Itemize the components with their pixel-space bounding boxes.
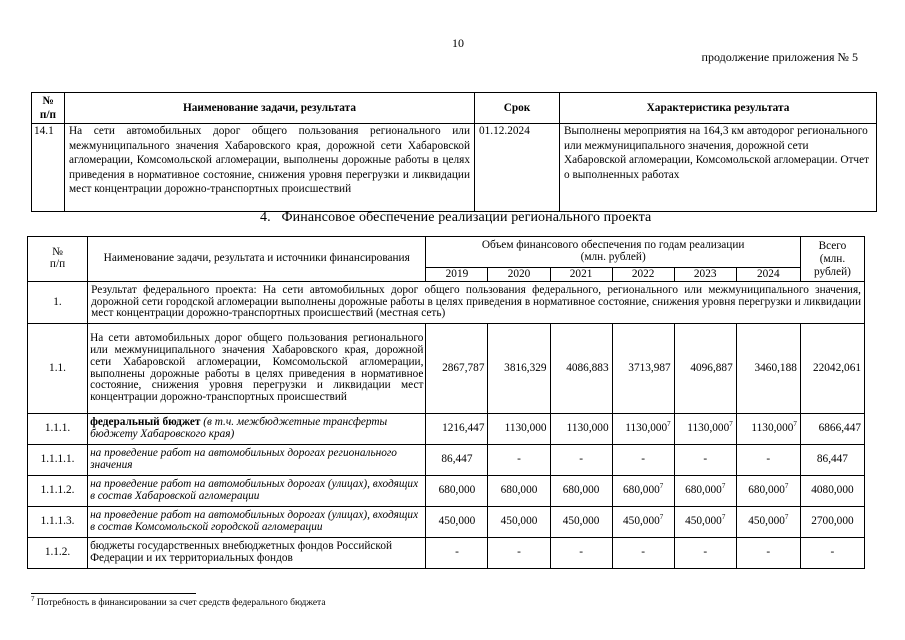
fin-value: 450,000$^7$ bbox=[612, 507, 674, 538]
fin-value: 680,000 bbox=[488, 476, 550, 507]
fin-value: 450,000 bbox=[488, 507, 550, 538]
fin-row-name-bold: федеральный бюджет bbox=[90, 416, 201, 429]
footnote-ref: 7 bbox=[729, 420, 733, 429]
fin-value: - bbox=[674, 538, 736, 569]
fin-num-header: № п/п bbox=[28, 237, 88, 282]
fin-value: 2867,787 bbox=[426, 324, 488, 414]
fin-row-num: 1.1.1.2. bbox=[28, 476, 88, 507]
fin-value: - bbox=[612, 538, 674, 569]
fin-total-header: Всего (млн. рублей) bbox=[800, 237, 864, 282]
section-title: 4. Финансовое обеспечение реализации регионального проекта bbox=[260, 210, 652, 225]
row-name: На сети автомобильных дорог общего пользования регионального или межмуниципального значения Хабаровского края, дорожной сети Хабаровской агломерации, Комсомольской агломерации, выполнены дорожные работы в целях приведения в нормативное состояние, снижения уровня перегрузки и ликвидации мест концентрации дорожно-транспортных происшествий bbox=[65, 124, 475, 212]
fin-row-name-italic: (в т.ч. межбюджетные трансферты бюджету Хабаровского края) bbox=[90, 416, 388, 440]
col-date-header: Срок bbox=[475, 93, 560, 124]
fin-total: 22042,061 bbox=[800, 324, 864, 414]
col-name-header: Наименование задачи, результата bbox=[65, 93, 475, 124]
fin-row-text: Результат федерального проекта: На сети автомобильных дорог общего пользования федерального, регионального или межмуниципального значения, дорожной сети городской агломерации выполнены дорожные работы в целях приведения в нормативное состояние, снижения уровня перегрузки и ликвидации мест концентрации дорожно-транспортных происшествий (местная сеть) bbox=[88, 282, 865, 324]
fin-value: 1130,000 bbox=[488, 414, 550, 445]
fin-total: 6866,447 bbox=[800, 414, 864, 445]
fin-row-num: 1.1.2. bbox=[28, 538, 88, 569]
row-result: Выполнены мероприятия на 164,3 км автодорог регионального или межмуниципального значения, дорожной сети Хабаровской агломерации, Комсомольской агломерации. Отчет о выполненных работах bbox=[560, 124, 877, 212]
fin-row bbox=[28, 445, 865, 476]
fin-name-header: Наименование задачи, результата и источники финансирования bbox=[88, 237, 426, 282]
footnote-ref: 7 bbox=[784, 482, 789, 491]
fin-value: 1216,447 bbox=[426, 414, 488, 445]
fin-row bbox=[28, 476, 865, 507]
fin-value: - bbox=[550, 538, 612, 569]
fin-row-num: 1. bbox=[28, 282, 88, 324]
footnote-ref: 7 bbox=[721, 482, 726, 491]
fin-row-num: 1.1.1.3. bbox=[28, 507, 88, 538]
fin-value: - bbox=[612, 445, 674, 476]
row-num: 14.1 bbox=[32, 124, 65, 212]
fin-value: - bbox=[736, 445, 800, 476]
fin-row-name: на проведение работ на автомобильных дорогах регионального значения bbox=[88, 445, 426, 476]
year-header: 2024 bbox=[736, 268, 800, 282]
footnote-ref: 7 bbox=[793, 420, 797, 429]
fin-value: 4086,883 bbox=[550, 324, 612, 414]
fin-value: 680,000 bbox=[426, 476, 488, 507]
results-table bbox=[31, 92, 877, 212]
footnote-separator bbox=[31, 593, 196, 594]
fin-value: - bbox=[550, 445, 612, 476]
footnote-text: Потребность в финансировании за счет средств федерального бюджета bbox=[34, 598, 326, 608]
fin-total: 2700,000 bbox=[800, 507, 864, 538]
fin-value: 450,000$^7$ bbox=[674, 507, 736, 538]
results-header-row bbox=[32, 93, 877, 124]
fin-row bbox=[28, 324, 865, 414]
fin-value: 1130,000$^7$ bbox=[674, 414, 736, 445]
page-number: 10 bbox=[452, 36, 464, 50]
fin-row-name bbox=[88, 414, 426, 445]
continuation-label: продолжение приложения № 5 bbox=[701, 50, 858, 64]
fin-row bbox=[28, 538, 865, 569]
footnote-mark: 7 bbox=[31, 594, 35, 603]
fin-value: 680,000$^7$ bbox=[736, 476, 800, 507]
fin-value: 680,000 bbox=[550, 476, 612, 507]
fin-value: 450,000$^7$ bbox=[736, 507, 800, 538]
fin-row bbox=[28, 282, 865, 324]
year-header: 2019 bbox=[426, 268, 488, 282]
fin-row-name: На сети автомобильных дорог общего пользования регионального или межмуниципального значения Хабаровского края, дорожной сети Хабаровской агломерации, Комсомольской агломерации, выполнены дорожные работы в целях приведения в нормативное состояние, снижения уровня перегрузки и ликвидации мест концентрации дорожно-транспортных происшествий bbox=[88, 324, 426, 414]
fin-row-name: на проведение работ на автомобильных дорогах (улицах), входящих в состав Хабаровской агломерации bbox=[88, 476, 426, 507]
fin-row-num: 1.1.1.1. bbox=[28, 445, 88, 476]
fin-row-num: 1.1. bbox=[28, 324, 88, 414]
year-header: 2022 bbox=[612, 268, 674, 282]
fin-row-name: бюджеты государственных внебюджетных фондов Российской Федерации и их территориальных фондов bbox=[88, 538, 426, 569]
year-header: 2020 bbox=[488, 268, 550, 282]
fin-value: - bbox=[426, 538, 488, 569]
fin-value: 450,000 bbox=[426, 507, 488, 538]
fin-value: 3460,188 bbox=[736, 324, 800, 414]
footnote-ref: 7 bbox=[667, 420, 671, 429]
fin-row bbox=[28, 414, 865, 445]
footnote-ref: 7 bbox=[784, 513, 789, 522]
fin-total: 4080,000 bbox=[800, 476, 864, 507]
fin-row bbox=[28, 507, 865, 538]
fin-value: 86,447 bbox=[426, 445, 488, 476]
fin-row-num: 1.1.1. bbox=[28, 414, 88, 445]
fin-total: - bbox=[800, 538, 864, 569]
fin-row-name: на проведение работ на автомобильных дорогах (улицах), входящих в состав Комсомольской городской агломерации bbox=[88, 507, 426, 538]
fin-value: - bbox=[736, 538, 800, 569]
year-header: 2023 bbox=[674, 268, 736, 282]
fin-value: 680,000$^7$ bbox=[674, 476, 736, 507]
fin-header-row bbox=[28, 237, 865, 268]
col-result-header: Характеристика результата bbox=[560, 93, 877, 124]
fin-value: 3816,329 bbox=[488, 324, 550, 414]
fin-value: - bbox=[488, 538, 550, 569]
fin-value: - bbox=[488, 445, 550, 476]
fin-value: - bbox=[674, 445, 736, 476]
fin-value: 1130,000$^7$ bbox=[612, 414, 674, 445]
footnote-ref: 7 bbox=[659, 513, 664, 522]
year-header: 2021 bbox=[550, 268, 612, 282]
row-date: 01.12.2024 bbox=[475, 124, 560, 212]
fin-value: 1130,000$^7$ bbox=[736, 414, 800, 445]
fin-value: 680,000$^7$ bbox=[612, 476, 674, 507]
footnote-ref: 7 bbox=[721, 513, 726, 522]
fin-volume-header: Объем финансового обеспечения по годам реализации (млн. рублей) bbox=[426, 237, 800, 268]
results-row bbox=[32, 124, 877, 212]
fin-total: 86,447 bbox=[800, 445, 864, 476]
fin-value: 3713,987 bbox=[612, 324, 674, 414]
fin-value: 4096,887 bbox=[674, 324, 736, 414]
footnote bbox=[31, 594, 326, 608]
footnote-ref: 7 bbox=[659, 482, 664, 491]
fin-value: 1130,000 bbox=[550, 414, 612, 445]
financing-table bbox=[27, 236, 865, 569]
col-num-header: № п/п bbox=[32, 93, 65, 124]
fin-value: 450,000 bbox=[550, 507, 612, 538]
